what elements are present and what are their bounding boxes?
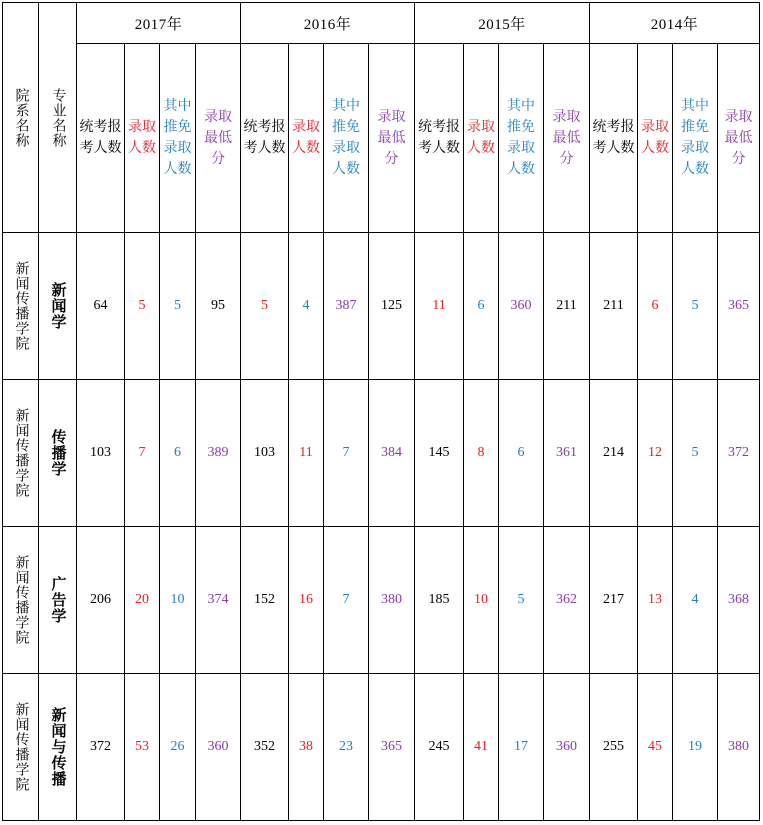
value-2017-admitted: 5 (125, 233, 160, 380)
value-2017-exempt-admitted: 6 (160, 380, 196, 527)
year-header-2015: 2015年 (415, 3, 590, 44)
table-row (3, 674, 760, 821)
value-2015-applicants: 145 (415, 380, 464, 527)
value-2017-min-score: 95 (196, 233, 241, 380)
value-2017-exempt-admitted: 10 (160, 527, 196, 674)
value-2017-admitted: 7 (125, 380, 160, 527)
value-2015-admitted: 10 (464, 527, 499, 674)
value-2017-admitted: 53 (125, 674, 160, 821)
value-2014-min-score: 368 (718, 527, 760, 674)
header-2017-min-score: 录取最低分 (196, 44, 241, 233)
header-2014-exempt-admitted: 其中推免录取人数 (673, 44, 718, 233)
value-2015-admitted: 41 (464, 674, 499, 821)
value-2016-admitted: 11 (289, 380, 324, 527)
header-2017-admitted: 录取人数 (125, 44, 160, 233)
value-2017-admitted: 20 (125, 527, 160, 674)
value-2015-applicants: 185 (415, 527, 464, 674)
college-name-cell: 新闻传播学院 (3, 380, 39, 527)
value-2015-exempt-admitted: 6 (499, 380, 544, 527)
value-2016-min-score: 380 (369, 527, 415, 674)
value-2015-applicants: 245 (415, 674, 464, 821)
value-2016-applicants: 352 (241, 674, 289, 821)
value-2015-exempt-admitted: 17 (499, 674, 544, 821)
value-2016-exempt-admitted: 7 (324, 380, 369, 527)
value-2015-exempt-admitted: 360 (499, 233, 544, 380)
table-row (3, 380, 760, 527)
value-2016-min-score: 125 (369, 233, 415, 380)
college-name-cell: 新闻传播学院 (3, 527, 39, 674)
header-2017-exempt-admitted: 其中推免录取人数 (160, 44, 196, 233)
header-2017-applicants: 统考报考人数 (77, 44, 125, 233)
value-2016-admitted: 16 (289, 527, 324, 674)
value-2017-applicants: 206 (77, 527, 125, 674)
value-2014-admitted: 6 (638, 233, 673, 380)
table-row (3, 527, 760, 674)
value-2016-admitted: 38 (289, 674, 324, 821)
college-name-cell: 新闻传播学院 (3, 674, 39, 821)
year-header-2017: 2017年 (77, 3, 241, 44)
value-2015-min-score: 211 (544, 233, 590, 380)
value-2014-admitted: 13 (638, 527, 673, 674)
value-2017-exempt-admitted: 5 (160, 233, 196, 380)
value-2014-min-score: 365 (718, 233, 760, 380)
college-name-header: 院系名称 (3, 3, 39, 233)
value-2016-applicants: 5 (241, 233, 289, 380)
value-2015-applicants: 11 (415, 233, 464, 380)
value-2016-exempt-admitted: 7 (324, 527, 369, 674)
value-2014-admitted: 45 (638, 674, 673, 821)
header-2014-min-score: 录取最低分 (718, 44, 760, 233)
value-2014-min-score: 380 (718, 674, 760, 821)
value-2016-applicants: 103 (241, 380, 289, 527)
value-2017-applicants: 64 (77, 233, 125, 380)
value-2014-applicants: 214 (590, 380, 638, 527)
value-2016-exempt-admitted: 387 (324, 233, 369, 380)
value-2016-applicants: 152 (241, 527, 289, 674)
header-2016-min-score: 录取最低分 (369, 44, 415, 233)
header-2016-exempt-admitted: 其中推免录取人数 (324, 44, 369, 233)
value-2016-min-score: 384 (369, 380, 415, 527)
value-2014-admitted: 12 (638, 380, 673, 527)
value-2017-applicants: 372 (77, 674, 125, 821)
value-2015-admitted: 6 (464, 233, 499, 380)
header-2014-applicants: 统考报考人数 (590, 44, 638, 233)
value-2017-min-score: 389 (196, 380, 241, 527)
value-2015-min-score: 362 (544, 527, 590, 674)
value-2016-min-score: 365 (369, 674, 415, 821)
header-2016-admitted: 录取人数 (289, 44, 324, 233)
value-2017-min-score: 374 (196, 527, 241, 674)
value-2017-min-score: 360 (196, 674, 241, 821)
college-name-cell: 新闻传播学院 (3, 233, 39, 380)
header-2016-applicants: 统考报考人数 (241, 44, 289, 233)
value-2015-min-score: 360 (544, 674, 590, 821)
header-2014-admitted: 录取人数 (638, 44, 673, 233)
header-2015-applicants: 统考报考人数 (415, 44, 464, 233)
year-header-row (3, 3, 760, 44)
value-2014-exempt-admitted: 5 (673, 233, 718, 380)
major-name-header: 专业名称 (39, 3, 77, 233)
header-2015-min-score: 录取最低分 (544, 44, 590, 233)
major-name-cell: 新闻与传播 (39, 674, 77, 821)
major-name-cell: 广告学 (39, 527, 77, 674)
value-2014-exempt-admitted: 19 (673, 674, 718, 821)
value-2015-min-score: 361 (544, 380, 590, 527)
year-header-2016: 2016年 (241, 3, 415, 44)
year-header-2014: 2014年 (590, 3, 760, 44)
column-header-row (3, 44, 760, 233)
value-2014-exempt-admitted: 4 (673, 527, 718, 674)
value-2015-exempt-admitted: 5 (499, 527, 544, 674)
value-2016-exempt-admitted: 23 (324, 674, 369, 821)
header-2015-exempt-admitted: 其中推免录取人数 (499, 44, 544, 233)
value-2014-applicants: 255 (590, 674, 638, 821)
value-2017-exempt-admitted: 26 (160, 674, 196, 821)
value-2016-admitted: 4 (289, 233, 324, 380)
header-2015-admitted: 录取人数 (464, 44, 499, 233)
value-2014-applicants: 211 (590, 233, 638, 380)
admission-statistics-table (2, 2, 760, 821)
major-name-cell: 新闻学 (39, 233, 77, 380)
value-2015-admitted: 8 (464, 380, 499, 527)
value-2014-exempt-admitted: 5 (673, 380, 718, 527)
value-2014-min-score: 372 (718, 380, 760, 527)
major-name-cell: 传播学 (39, 380, 77, 527)
value-2017-applicants: 103 (77, 380, 125, 527)
table-row (3, 233, 760, 380)
value-2014-applicants: 217 (590, 527, 638, 674)
